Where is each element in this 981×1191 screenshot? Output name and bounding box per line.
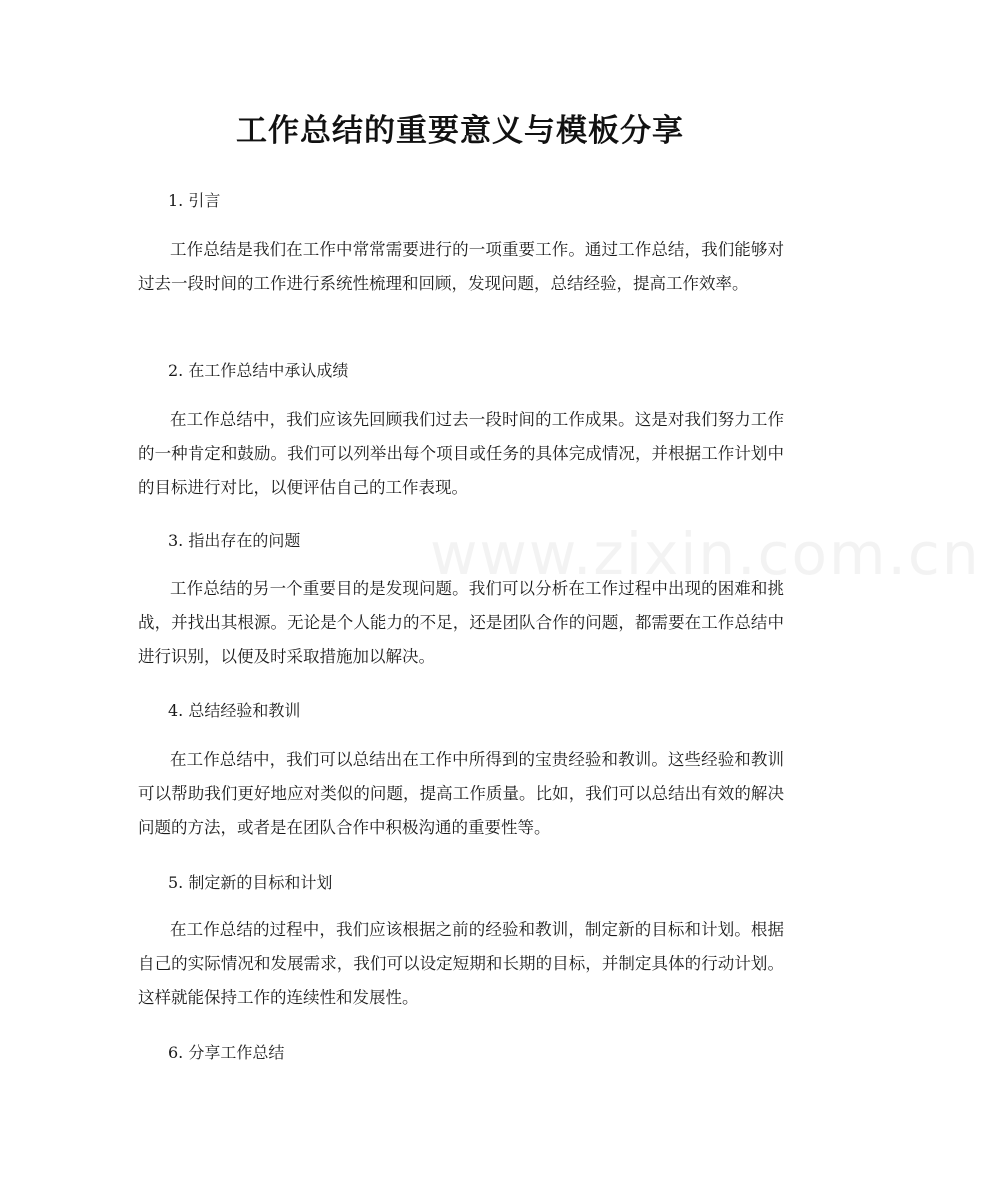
site-watermark: www.zixin.com.cn [430,520,981,588]
section-body-3: 工作总结的另一个重要目的是发现问题。我们可以分析在工作过程中出现的困难和挑战，并找出其根源。无论是个人能力的不足，还是团队合作的问题，都需要在工作总结中进行识别，以便及时采取措施加以解决。 [138,579,784,666]
section-heading-5: 5. 制定新的目标和计划 [168,873,333,892]
section-body-5: 在工作总结的过程中，我们应该根据之前的经验和教训，制定新的目标和计划。根据自己的实际情况和发展需求，我们可以设定短期和长期的目标，并制定具体的行动计划。这样就能保持工作的连续性和发展性。 [138,920,784,1007]
section-heading-6: 6. 分享工作总结 [168,1043,285,1062]
section-heading-1: 1. 引言 [168,191,221,210]
section-body-1: 工作总结是我们在工作中常常需要进行的一项重要工作。通过工作总结，我们能够对过去一段时间的工作进行系统性梳理和回顾，发现问题，总结经验，提高工作效率。 [138,240,784,293]
section-heading-4: 4. 总结经验和教训 [168,701,301,720]
document-title: 工作总结的重要意义与模板分享 [236,113,684,149]
section-body-2: 在工作总结中，我们应该先回顾我们过去一段时间的工作成果。这是对我们努力工作的一种肯定和鼓励。我们可以列举出每个项目或任务的具体完成情况，并根据工作计划中的目标进行对比，以便评估自己的工作表现。 [138,410,784,497]
section-body-4: 在工作总结中，我们可以总结出在工作中所得到的宝贵经验和教训。这些经验和教训可以帮助我们更好地应对类似的问题，提高工作质量。比如，我们可以总结出有效的解决问题的方法，或者是在团队合作中积极沟通的重要性等。 [138,750,784,837]
section-heading-3: 3. 指出存在的问题 [168,531,301,550]
section-heading-2: 2. 在工作总结中承认成绩 [168,361,349,380]
